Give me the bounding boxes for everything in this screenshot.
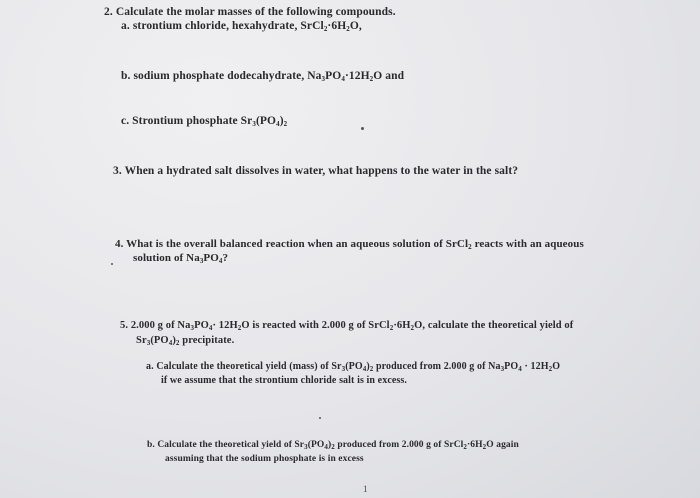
question-5-line2: $Sr_3(PO_4)_2$ precipitate. [136, 335, 235, 347]
question-3 [113, 165, 518, 177]
question-4-line2: solution of $Na_3PO_4$? [133, 252, 229, 265]
question-4: 4. What is the overall balanced reaction when an aqueous solution of SrCl$_2$ reacts with an aqueous [115, 238, 584, 251]
question-2 [104, 6, 396, 18]
question-2c: c. Strontium phosphate $Sr_3(PO_4)_2$ [121, 115, 288, 128]
question-5-number: 5. [120, 320, 129, 331]
pen-mark [319, 417, 321, 419]
question-2-number: 2. [104, 6, 113, 18]
question-5b-line2: assuming that the sodium phosphate is in excess [165, 454, 364, 464]
question-3-text: When a hydrated salt dissolves in water, what happens to the water in the salt? [124, 165, 519, 177]
question-5: 5. 2.000 g of $Na_3PO_4\cdot 12H_2O$ is reacted with 2.000 g of $SrCl_2\cdot 6H_2O$, calculate the theoretical yield of [120, 320, 574, 332]
question-5a-line2: if we assume that the strontium chloride salt is in excess. [161, 375, 407, 386]
question-2-text: Calculate the molar masses of the following compounds. [115, 6, 396, 18]
question-3-number: 3. [113, 165, 122, 177]
question-5a: a. Calculate the theoretical yield (mass) of $Sr_3(PO_4)_2$ produced from 2.000 g of $Na_3PO_4 \cdot 12H_2O$ [146, 361, 561, 373]
question-2a: a. strontium chloride, hexahydrate, $SrCl_2\cdot 6H_2O$, [121, 20, 362, 33]
pen-mark [111, 263, 113, 265]
page-number: 1 [363, 484, 368, 494]
question-4-number: 4. [115, 238, 124, 250]
question-2b: b. sodium phosphate dodecahydrate, $Na_3PO_4\cdot 12H_2O$ and [121, 70, 405, 83]
question-5b: b. Calculate the theoretical yield of $Sr_3(PO_4)_2$ produced from 2.000 g of $SrCl_2\cdot 6H_2O$ again [147, 440, 519, 451]
pen-mark [361, 127, 364, 130]
